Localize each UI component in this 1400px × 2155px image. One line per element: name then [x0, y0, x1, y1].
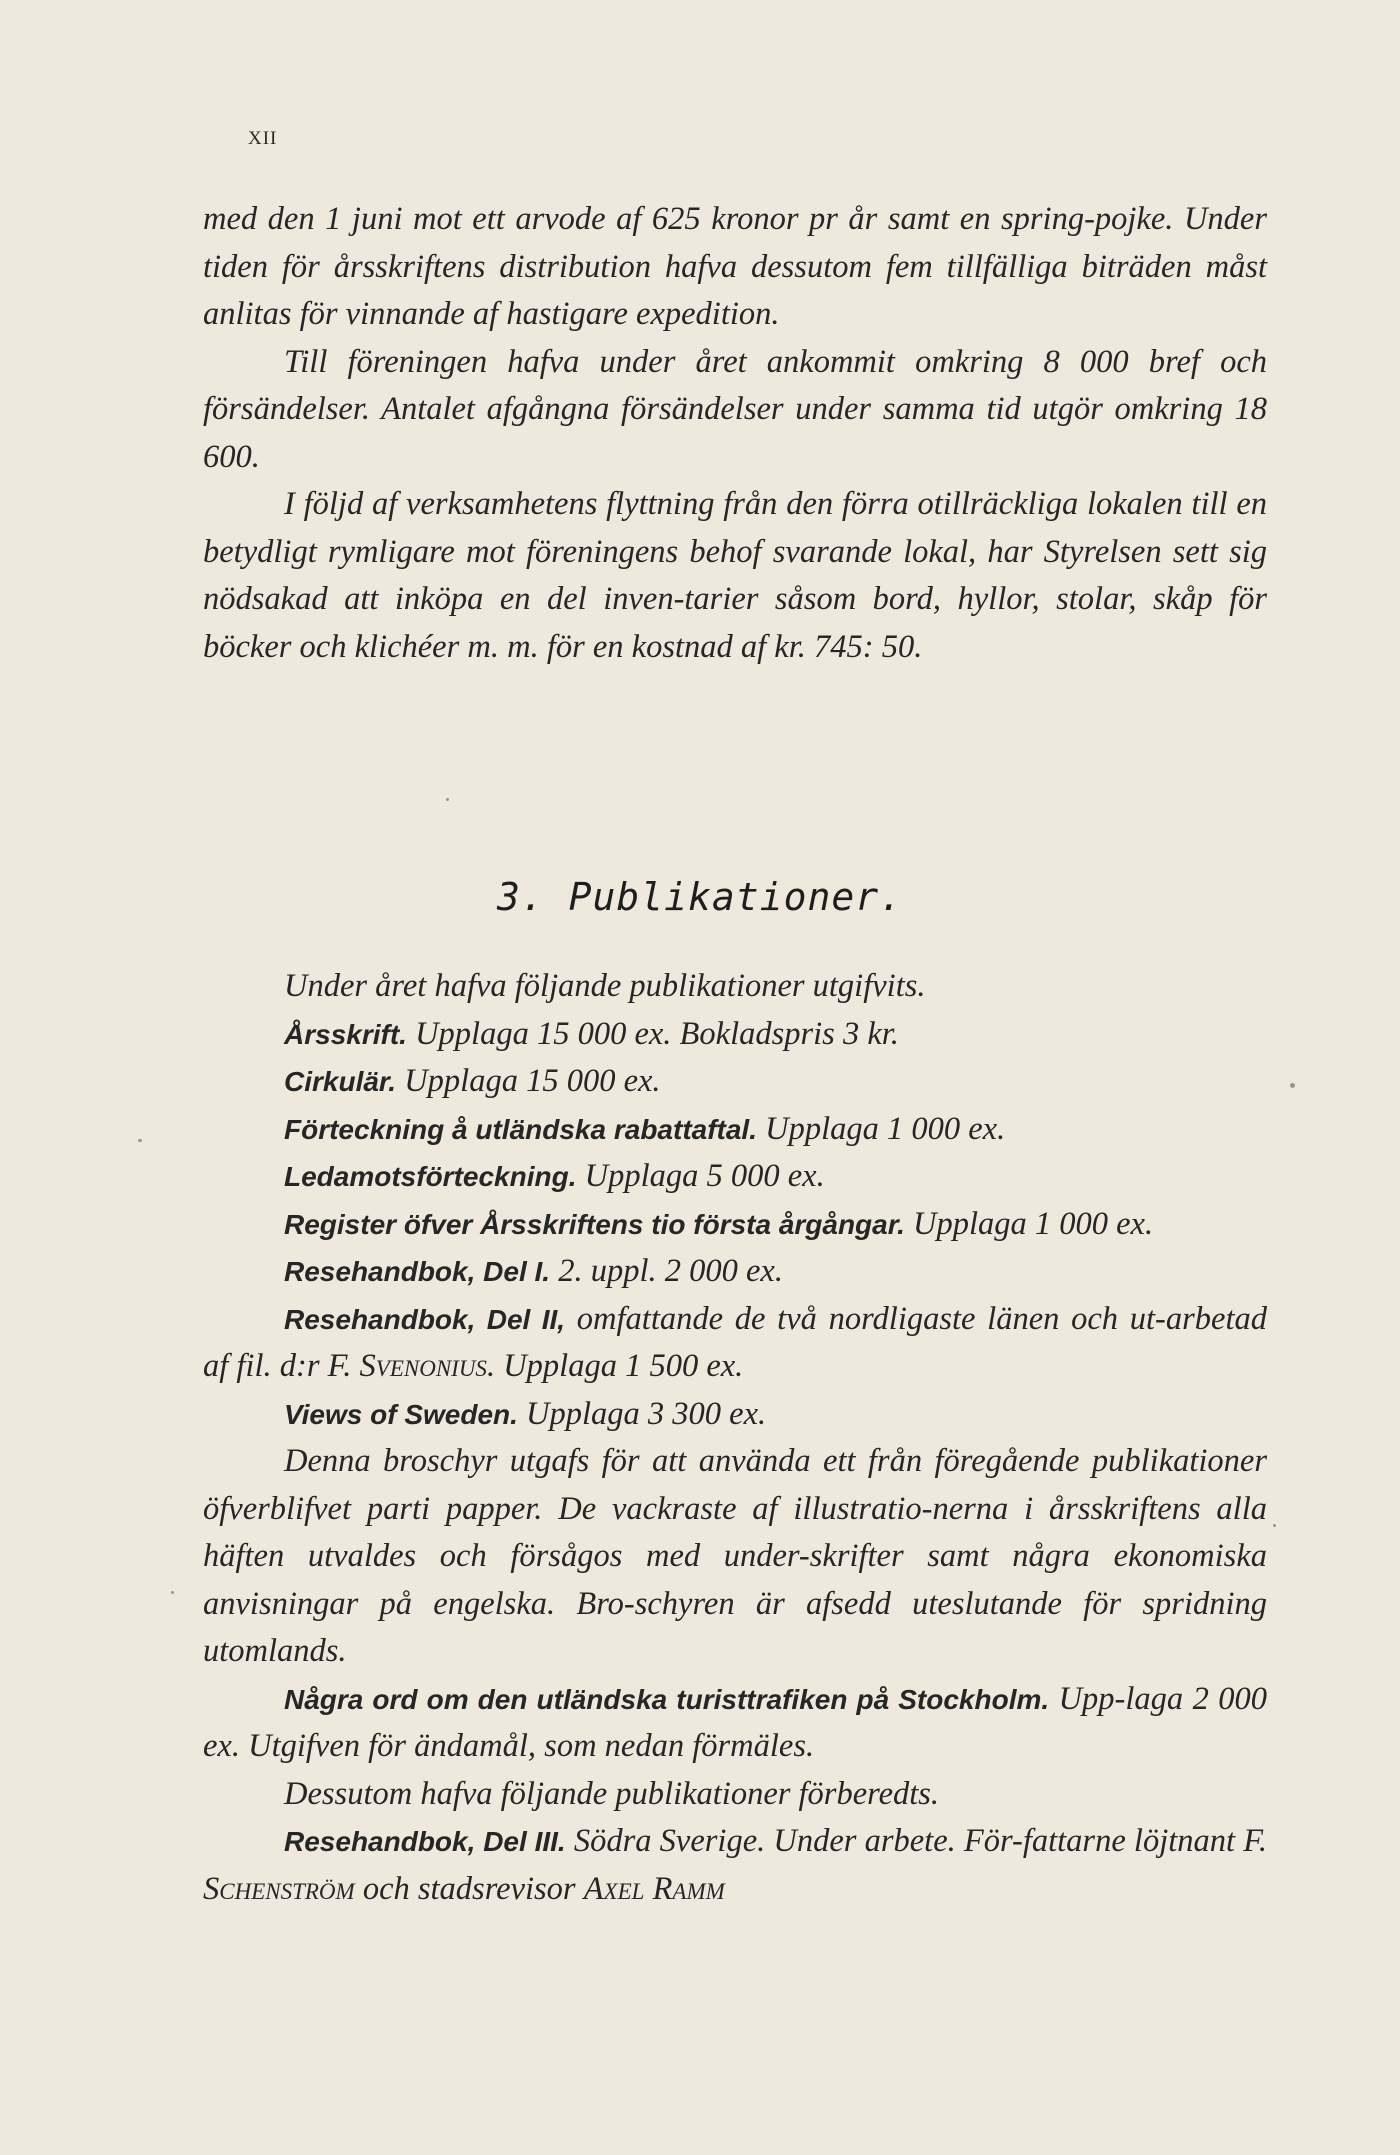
paragraph-text: Till föreningen hafva under året ankommit omkring 8 000 bref och försändelser. Antalet afgångna försändelser under samma tid utgör omkring 18 600.	[203, 343, 1267, 475]
paragraph-resehandbok1	[203, 1248, 1267, 1296]
paragraph-text: Schenström	[203, 1870, 355, 1907]
publication-title: Några ord om den utländska turisttrafiken på Stockholm.	[284, 1683, 1050, 1715]
paragraph-resehandbok3	[203, 1818, 1267, 1913]
paragraph-p2	[203, 339, 1267, 482]
paragraph-text: . Upplaga 1 500 ex.	[486, 1348, 744, 1384]
paragraph-text: I följd af verksamhetens flyttning från den förra otillräckliga lokalen till en betydligt rymligare mot föreningens behof svarande lokal, har Styrelsen sett sig nödsakad att inköpa en del inven-tarier såsom bord, hyllor, stolar, skåp för böcker och klichéer m. m. för en kostnad af kr. 745: 50.	[203, 486, 1267, 665]
section-heading: 3. Publikationer.	[497, 875, 903, 919]
paragraph-register	[203, 1201, 1267, 1249]
paragraph-text: Upplaga 3 300 ex.	[517, 1395, 767, 1432]
paragraph-text: med den 1 juni mot ett arvode af 625 kronor pr år samt en spring-pojke. Under tiden för årsskriftens distribution hafva dessutom fem tillfälliga biträden måst anlitas för vinnande af hastigare expedition.	[203, 201, 1267, 332]
paragraph-text: Denna broschyr utgafs för att använda ett från föregående publikationer öfverblifvet parti papper. De vackraste af illustratio-nerna i årsskriftens alla häften utvaldes och försågos med under-skrifter samt några ekonomiska anvisningar på engelska. Bro-schyren är afsedd uteslutande för spridning utomlands.	[203, 1443, 1267, 1669]
paper-speck	[138, 1139, 142, 1142]
publication-title: Årsskrift.	[284, 1018, 407, 1050]
paragraph-text: och stadsrevisor	[354, 1870, 584, 1907]
paragraph-text: Dessutom hafva följande publikationer förberedts.	[284, 1775, 940, 1812]
paragraph-text: Upp-laga 2 000 ex. Utgifven för ändamål, som nedan förmäles.	[203, 1680, 1267, 1764]
paragraph-p1	[203, 196, 1267, 339]
paragraph-text: Södra Sverige. Under arbete. För-fattarne löjtnant F.	[565, 1823, 1267, 1859]
paragraph-resehandbok2	[203, 1296, 1267, 1391]
body-text-publications	[203, 963, 1267, 1913]
paragraph-text: Upplaga 15 000 ex. Bokladspris 3 kr.	[406, 1015, 899, 1052]
paragraph-text: Upplaga 15 000 ex.	[396, 1063, 661, 1099]
publication-title: Register öfver Årsskriftens tio första årgångar.	[284, 1208, 905, 1240]
paragraph-text: Upplaga 1 000 ex.	[757, 1110, 1006, 1147]
publication-title: Cirkulär.	[284, 1066, 397, 1097]
paper-speck	[171, 1591, 174, 1594]
paragraph-nagra	[203, 1676, 1267, 1771]
paragraph-dessutom	[203, 1771, 1267, 1819]
paragraph-broschyr	[203, 1438, 1267, 1676]
publication-title: Förteckning å utländska rabattaftal.	[284, 1113, 757, 1145]
paragraph-text: Upplaga 5 000 ex.	[576, 1158, 825, 1194]
paper-speck	[1273, 1524, 1276, 1527]
paragraph-text: 2. uppl. 2 000 ex.	[550, 1253, 783, 1289]
paragraph-arsskrift	[203, 1011, 1267, 1059]
publication-title: Resehandbok, Del I.	[284, 1256, 551, 1287]
paragraph-text: Axel Ramm	[583, 1870, 725, 1907]
paragraph-p3	[203, 481, 1267, 671]
paragraph-text: omfattande de två nordligaste länen och ut-arbetad af fil. d:r F.	[203, 1300, 1267, 1384]
paragraph-views	[203, 1391, 1267, 1439]
publication-title: Views of Sweden.	[284, 1398, 518, 1430]
publication-title: Resehandbok, Del II,	[284, 1303, 566, 1335]
publication-title: Resehandbok, Del III.	[284, 1826, 566, 1857]
paragraph-intro	[203, 963, 1267, 1011]
paragraph-forteckning	[203, 1106, 1267, 1154]
paragraph-text: Svenonius	[359, 1348, 487, 1384]
body-text-top	[203, 196, 1267, 671]
paragraph-text: Under året hafva följande publikationer utgifvits.	[284, 968, 926, 1004]
paragraph-cirkular	[203, 1058, 1267, 1106]
paper-speck	[1290, 1083, 1295, 1088]
paragraph-text: Upplaga 1 000 ex.	[904, 1205, 1154, 1242]
paragraph-ledamots	[203, 1153, 1267, 1201]
publication-title: Ledamotsförteckning.	[284, 1161, 577, 1192]
paper-speck	[446, 798, 449, 801]
page-number: XII	[248, 128, 278, 149]
